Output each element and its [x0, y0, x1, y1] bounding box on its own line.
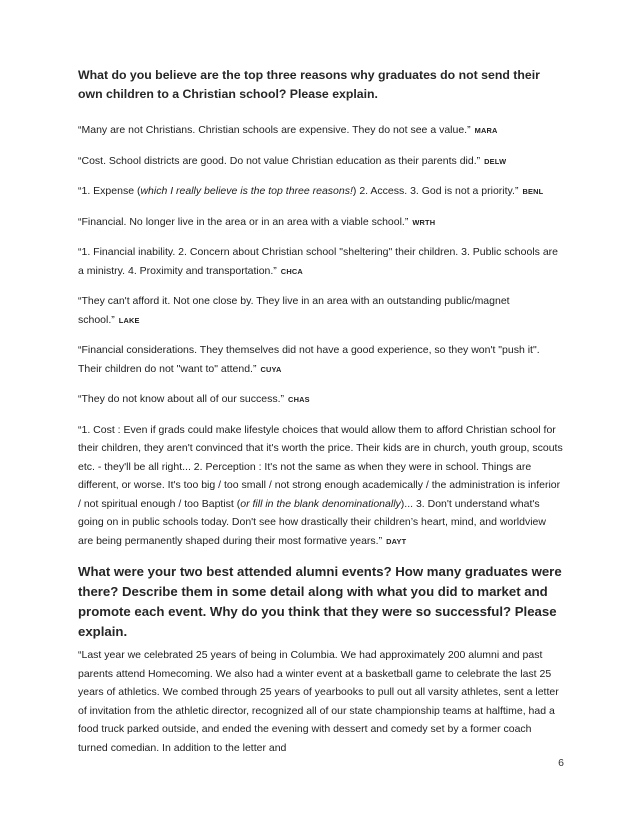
response-chas: “They do not know about all of our success.” CHAS [78, 393, 310, 405]
response-tag: DAYT [386, 536, 407, 546]
response-benl: “1. Expense (which I really believe is the top three reasons!) 2. Access. 3. God is not a priority.” BENL [78, 185, 544, 197]
italic-aside: which I really believe is the top three reasons! [140, 185, 353, 197]
question-heading: What do you believe are the top three reasons why graduates do not send their own children to a Christian school? Please explain. [78, 68, 540, 101]
response-tag: MARA [474, 126, 498, 135]
italic-aside: or fill in the blank denominationally [240, 497, 401, 510]
response-tag: WRTH [412, 217, 436, 227]
response-tag: DELW [484, 156, 507, 166]
response-wrth: “Financial. No longer live in the area or in an area with a viable school.” WRTH [78, 215, 436, 228]
response-tag: LAKE [118, 315, 140, 325]
response-tag: CHCA [280, 266, 303, 276]
response-chca: “1. Financial inability. 2. Concern about Christian school "sheltering" their children. 3. Public schools are a ministry. 4. Proximity and transportation.” CHCA [78, 246, 559, 277]
response-columbia: “Last year we celebrated 25 years of being in Columbia. We had approximately 200 alumni and past parents attend Homecoming. We also had a winter event at a basketball game to celebrate the last 25 years of athletics. We combed through 25 years of yearbooks to pull out all varsity athletes, sent a letter of invitation from the athletic director, recognized all of our state championship teams at halftime, had a food truck parked outside, and ended the evening with dessert and comedy set by a former coach turned comedian. In addition to the letter and [78, 649, 559, 754]
response-tag: BENL [522, 187, 544, 196]
response-mara: “Many are not Christians. Christian schools are expensive. They do not see a value.” MARA [78, 124, 498, 136]
page-content [78, 66, 564, 757]
question-heading-2: What were your two best attended alumni events? How many graduates were there? Describe them in some detail along with what you did to market and promote each event. Why do you think that they were so successful? Please explain. [78, 564, 562, 639]
response-lake: “They can't afford it. Not one close by. They live in an area with an outstanding public/magnet school.” LAKE [78, 295, 510, 326]
response-tag: CUYA [260, 364, 282, 374]
page-number: 6 [558, 757, 564, 769]
response-delw: “Cost. School districts are good. Do not value Christian education as their parents did.” DELW [78, 154, 507, 167]
response-cuya: “Financial considerations. They themselves did not have a good experience, so they won't "push it". Their children do not "want to" attend.” CUYA [78, 344, 540, 375]
response-tag: CHAS [288, 395, 310, 404]
response-dayt: “1. Cost : Even if grads could make lifestyle choices that would allow them to afford Christian school for their children, they aren't convinced that it's worth the price. Their kids are in church, youth group, scouts etc. - they'll be all right... 2. Perception : It's not the same as when they were in school. Things are different, or worse. It's too big / too small / not strong enough academically / the administration is inferior / not spiritual enough / too Baptist (or fill in the blank denominationally)... 3. Don't understand what's going on in public schools today. Don't see how drastically their children’s heart, mind, and worldview are being permanently shaped during their most formative years.” DAYT [78, 423, 563, 547]
